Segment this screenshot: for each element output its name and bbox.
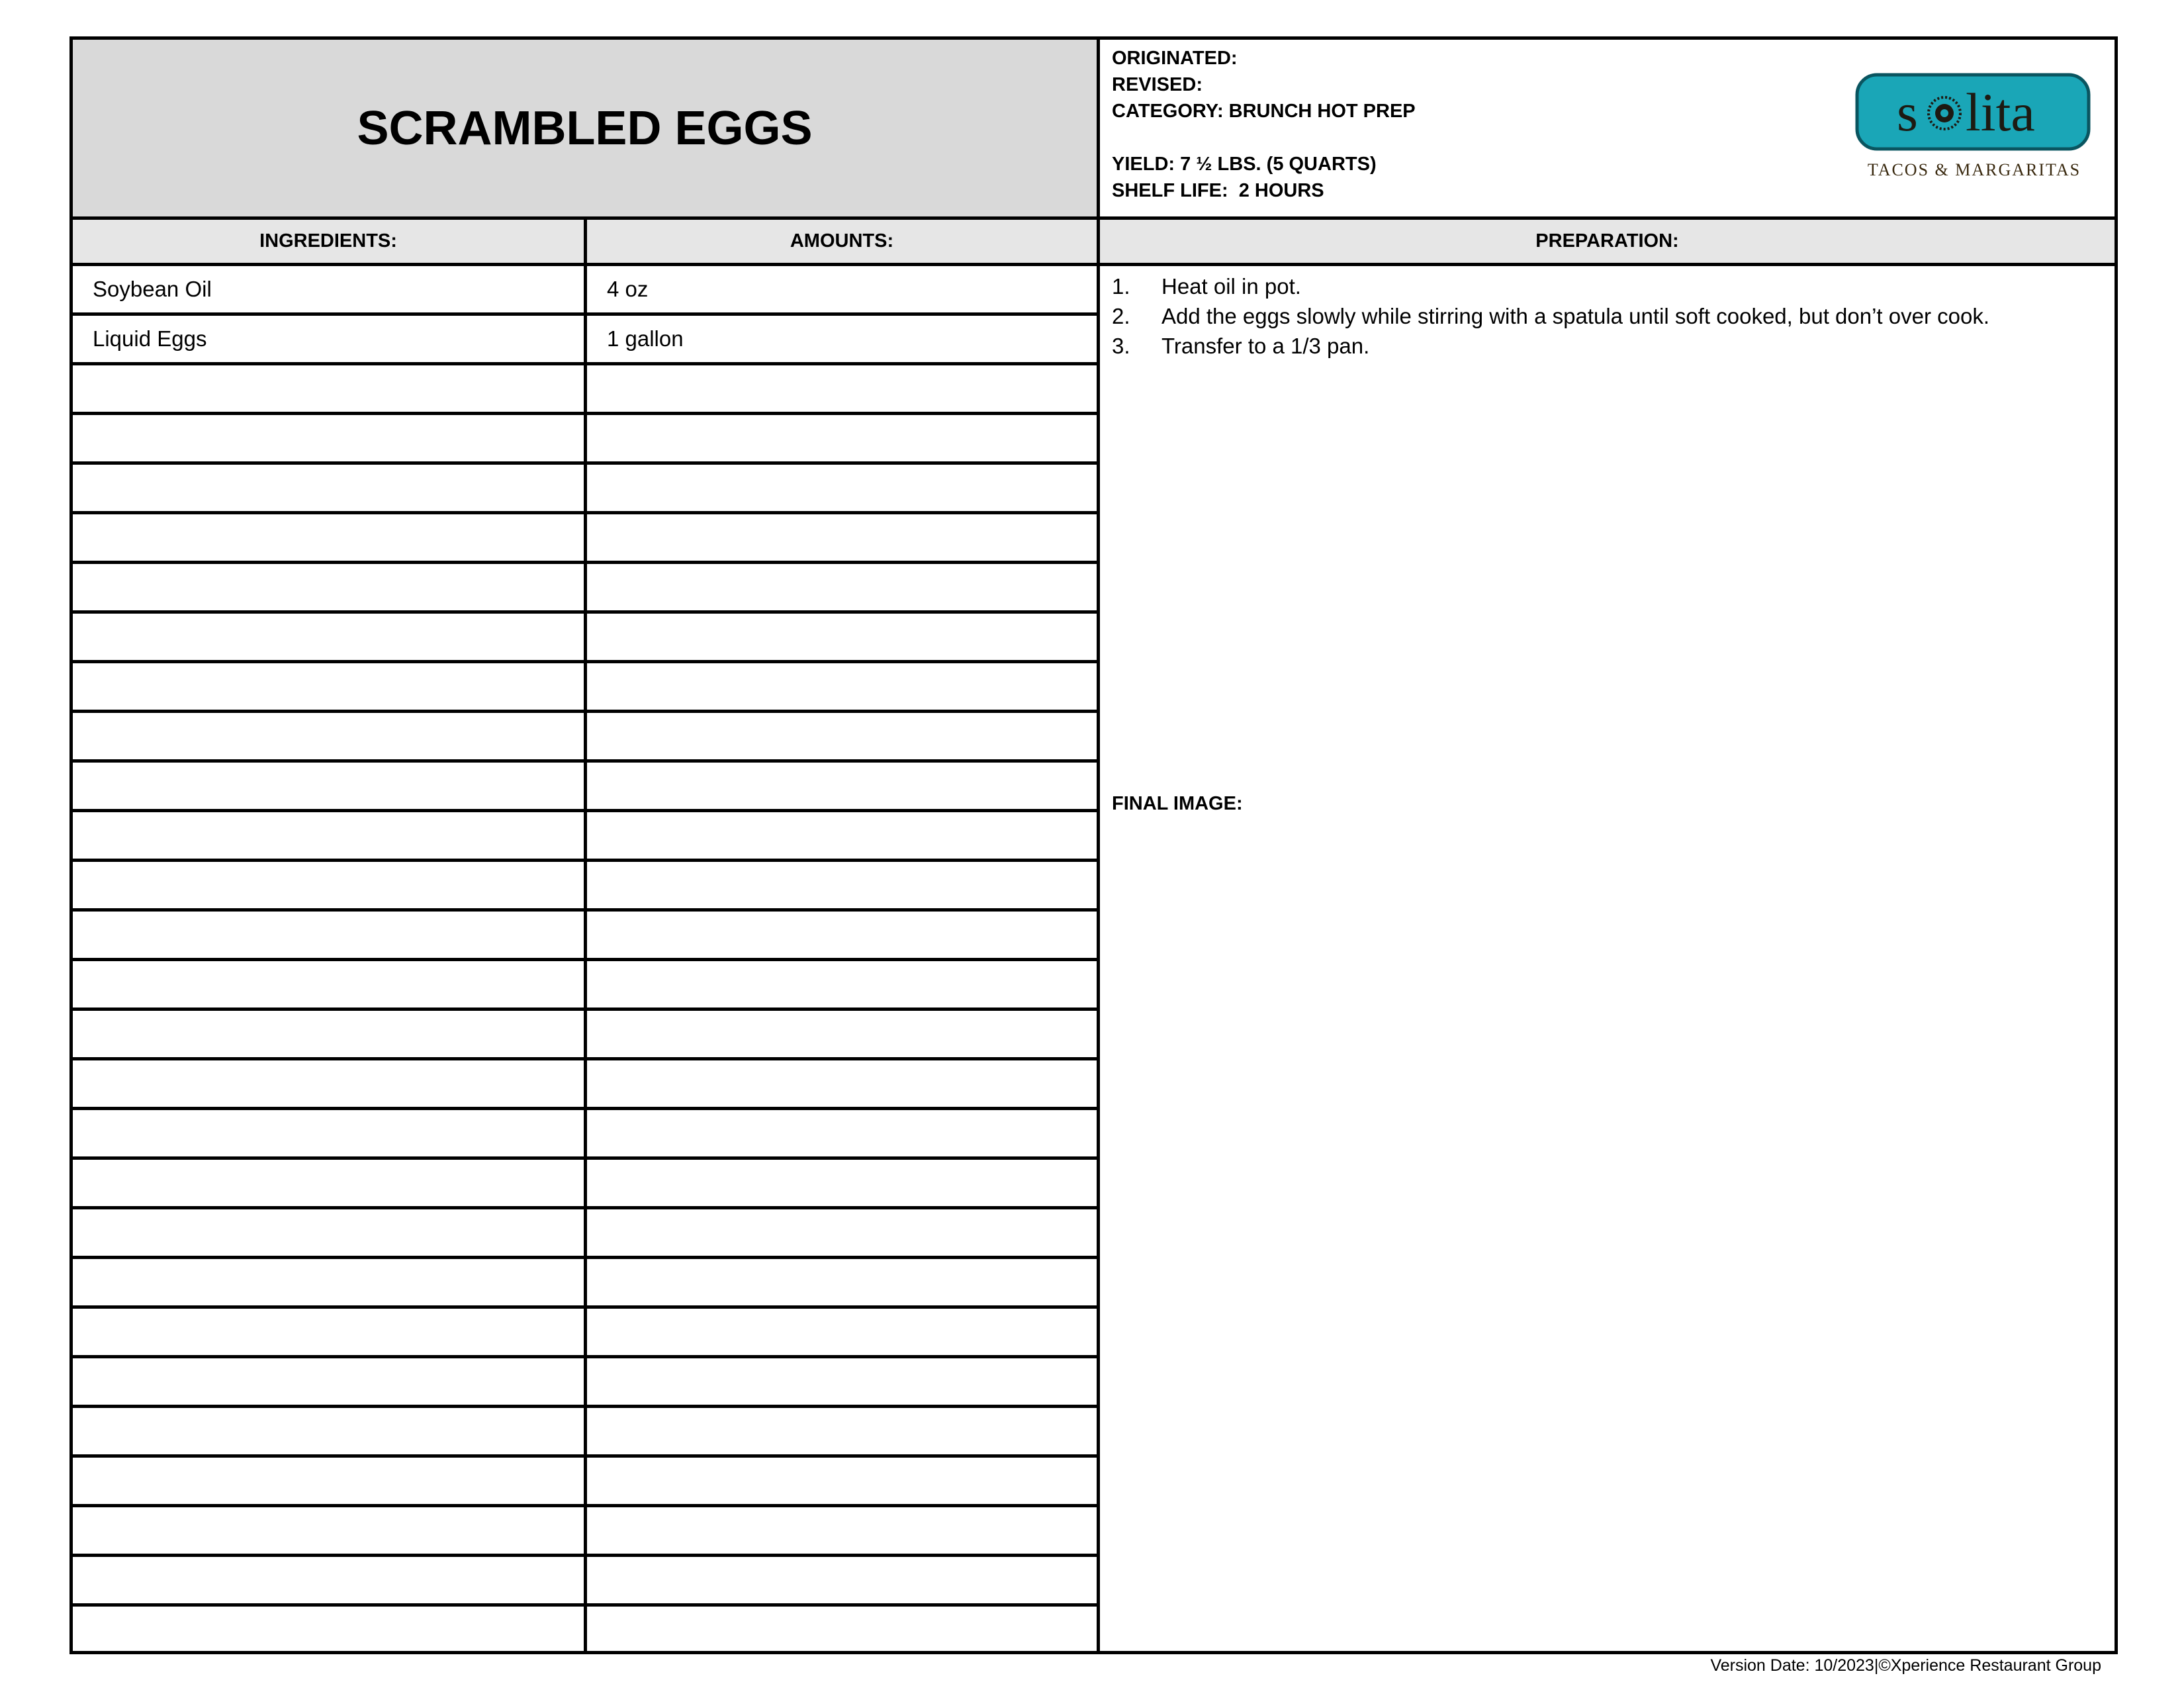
table-row-divider	[73, 908, 1097, 912]
table-row-divider	[73, 1603, 1097, 1607]
yield-label: YIELD: 7 ½ LBS. (5 QUARTS)	[1112, 154, 1377, 175]
solita-logo	[1853, 70, 2105, 185]
prep-step: 2. Add the eggs slowly while stirring with a spatula until soft cooked, but don’t over cook.	[1112, 304, 1990, 328]
prep-step: 3. Transfer to a 1/3 pan.	[1112, 334, 1370, 358]
table-row-divider	[73, 660, 1097, 663]
recipe-meta	[1112, 45, 1416, 204]
table-row-divider	[73, 1554, 1097, 1557]
prep-step: 1. Heat oil in pot.	[1112, 274, 1301, 299]
table-row-divider	[73, 412, 1097, 415]
table-row-divider	[73, 1256, 1097, 1259]
table-row-divider	[73, 511, 1097, 514]
logo-wordmark-s: s	[1897, 82, 1918, 142]
table-row-divider	[73, 1305, 1097, 1309]
amounts-header: AMOUNTS:	[587, 220, 1097, 263]
table-row-divider	[73, 561, 1097, 564]
table-row-divider	[73, 809, 1097, 812]
logo-wordmark-lita: lita	[1966, 82, 2035, 142]
table-row-divider	[73, 461, 1097, 465]
table-row-divider	[73, 610, 1097, 614]
table-row-divider	[73, 1504, 1097, 1507]
table-row-divider	[73, 958, 1097, 961]
final-image-label: FINAL IMAGE:	[1112, 793, 1243, 814]
logo-tagline: TACOS & MARGARITAS	[1867, 160, 2081, 179]
table-row-divider	[73, 1057, 1097, 1060]
originated-label: ORIGINATED:	[1112, 48, 1238, 69]
shelf-life-label: SHELF LIFE: 2 HOURS	[1112, 180, 1324, 201]
table-row-divider	[73, 1156, 1097, 1160]
table-row-divider	[73, 759, 1097, 763]
table-row-divider	[73, 1454, 1097, 1458]
title-meta-divider	[1097, 40, 1100, 1651]
ingredient-amount: 1 gallon	[607, 326, 684, 351]
category-label: CATEGORY: BRUNCH HOT PREP	[1112, 101, 1416, 122]
table-row-divider	[73, 1405, 1097, 1408]
table-row-divider	[73, 710, 1097, 713]
ingredient-name: Liquid Eggs	[93, 326, 207, 351]
table-row-divider	[73, 1206, 1097, 1209]
table-row-divider	[73, 1107, 1097, 1110]
table-row-divider	[73, 1355, 1097, 1358]
table-row-divider	[73, 859, 1097, 862]
ingredients-header: INGREDIENTS:	[73, 220, 584, 263]
ingredient-name: Soybean Oil	[93, 277, 212, 301]
title-cell	[73, 40, 1097, 216]
recipe-title: SCRAMBLED EGGS	[357, 101, 813, 155]
table-row-divider	[73, 1008, 1097, 1011]
preparation-steps	[1112, 271, 2091, 361]
version-footer: Version Date: 10/2023|©Xperience Restaurant Group	[1710, 1656, 2101, 1675]
ingredient-amount: 4 oz	[607, 277, 649, 301]
table-row-divider	[73, 362, 1097, 365]
preparation-header: PREPARATION:	[1100, 220, 2115, 263]
ingredient-amount-divider	[584, 216, 587, 1651]
revised-label: REVISED:	[1112, 74, 1203, 95]
